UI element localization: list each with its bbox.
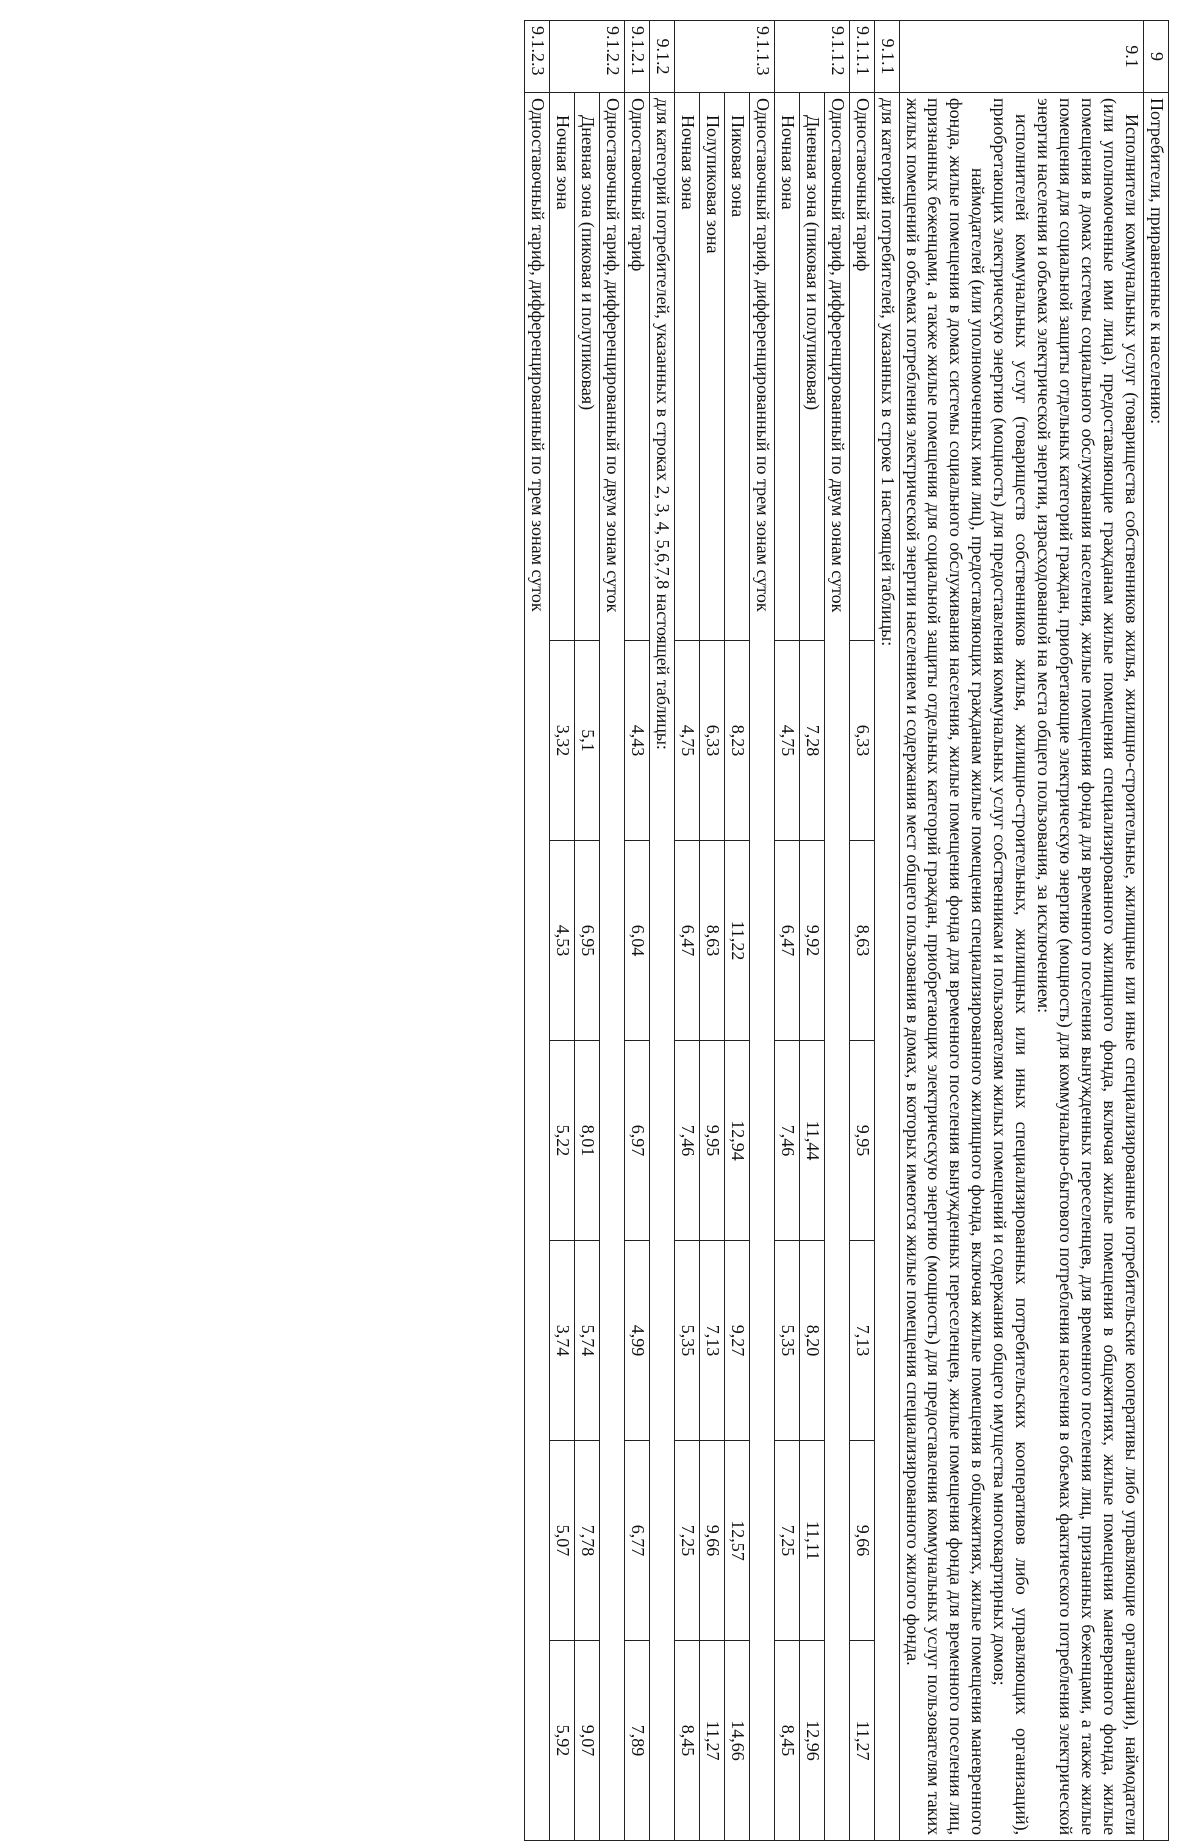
value-cell: 9,66	[699, 1441, 724, 1641]
row-label: Полупиковая зона	[699, 93, 724, 641]
row-code-empty	[575, 21, 600, 93]
group-row	[874, 21, 899, 1841]
tariff-row	[550, 21, 575, 1841]
value-cell: 9,27	[724, 1241, 749, 1441]
tariff-row	[699, 21, 724, 1841]
value-cell: 7,89	[625, 1641, 650, 1841]
value-cell: 3,74	[550, 1241, 575, 1441]
tariff-row	[724, 21, 749, 1841]
value-cell: 5,35	[774, 1241, 799, 1441]
row-label: Пиковая зона	[724, 93, 749, 641]
value-cell: 11,22	[724, 841, 749, 1041]
value-cell: 9,07	[575, 1641, 600, 1841]
value-cell: 6,47	[674, 841, 699, 1041]
row-code-empty	[724, 21, 749, 93]
tariff-subgroup-row	[525, 21, 550, 1841]
value-cell: 12,57	[724, 1441, 749, 1641]
row-label: Одноставочный тариф, дифференцированный по трем зонам суток	[525, 93, 550, 1841]
value-cell: 7,25	[774, 1441, 799, 1641]
section-row	[1144, 21, 1169, 1841]
value-cell: 7,78	[575, 1441, 600, 1641]
tariff-row	[575, 21, 600, 1841]
value-cell: 12,94	[724, 1041, 749, 1241]
value-cell: 6,47	[774, 841, 799, 1041]
value-cell: 8,23	[724, 641, 749, 841]
value-cell: 5,74	[575, 1241, 600, 1441]
tariff-subgroup-row	[600, 21, 625, 1841]
value-cell: 4,43	[625, 641, 650, 841]
paragraph: исполнителей коммунальных услуг (товариществ собственников жилья, жилищно-строительных, жилищных или иных специализированных потребительских кооперативов либо управляющих организаций), приобретающих электрическую энергию (мощность) для предоставления коммунальных услуг собственникам и пользователям жилых помещений и содержания общего имущества многоквартирных домов;	[990, 98, 1033, 1836]
section-title: Потребители, приравненные к населению:	[1144, 93, 1169, 1841]
tariff-row	[849, 21, 874, 1841]
value-cell: 6,77	[625, 1441, 650, 1641]
value-cell: 7,46	[774, 1041, 799, 1241]
row-code: 9	[1144, 21, 1169, 93]
value-cell: 9,95	[699, 1041, 724, 1241]
row-code: 9.1.1	[874, 21, 899, 93]
row-label: Одноставочный тариф, дифференцированный по двум зонам суток	[600, 93, 625, 1841]
value-cell: 7,46	[674, 1041, 699, 1241]
value-cell: 8,63	[699, 841, 724, 1041]
value-cell: 14,66	[724, 1641, 749, 1841]
value-cell: 7,28	[799, 641, 824, 841]
row-code-empty	[674, 21, 699, 93]
value-cell: 7,13	[699, 1241, 724, 1441]
value-cell: 8,01	[575, 1041, 600, 1241]
row-label: Одноставочный тариф, дифференцированный по трем зонам суток	[749, 93, 774, 1841]
tariff-table	[524, 20, 1169, 1841]
value-cell: 7,13	[849, 1241, 874, 1441]
value-cell: 8,20	[799, 1241, 824, 1441]
value-cell: 8,45	[674, 1641, 699, 1841]
row-label: Ночная зона	[550, 93, 575, 641]
value-cell: 6,04	[625, 841, 650, 1041]
rotated-sheet	[119, 20, 1169, 1836]
row-code: 9.1.2	[650, 21, 675, 93]
value-cell: 11,27	[849, 1641, 874, 1841]
value-cell: 5,1	[575, 641, 600, 841]
value-cell: 4,75	[674, 641, 699, 841]
row-code: 9.1.2.3	[525, 21, 550, 93]
description-row	[899, 21, 1143, 1841]
value-cell: 4,75	[774, 641, 799, 841]
row-code-empty	[699, 21, 724, 93]
value-cell: 11,11	[799, 1441, 824, 1641]
group-label: для категорий потребителей, указанных в строках 2, 3, 4, 5,6,7,8 настоящей таблицы:	[650, 93, 675, 1841]
row-label: Одноставочный тариф	[849, 93, 874, 641]
value-cell: 6,33	[849, 641, 874, 841]
value-cell: 5,22	[550, 1041, 575, 1241]
tariff-subgroup-row	[824, 21, 849, 1841]
value-cell: 11,27	[699, 1641, 724, 1841]
row-label: Дневная зона (пиковая и полупиковая)	[575, 93, 600, 641]
value-cell: 12,96	[799, 1641, 824, 1841]
paragraph: наймодателей (или уполномоченных ими лиц), предоставляющих гражданам жилые помещения специализированного жилищного фонда, включая жилые помещения в общежитиях, жилые помещения маневренного фонда, жилые помещения в домах системы социального обслуживания населения, жилые помещения фонда для временного поселения вынужденных переселенцев, жилые помещения фонда для временного поселения лиц, признанных беженцами, а также жилые помещения для социальной защиты отдельных категорий граждан, приобретающих электрическую энергию (мощность) для предоставления коммунальных услуг пользователям таких жилых помещений в объемах потребления электрической энергии населением и содержания мест общего пользования в домах, в которых имеются жилые помещения специализированного жилого фонда.	[902, 98, 989, 1836]
value-cell: 5,07	[550, 1441, 575, 1641]
value-cell: 6,97	[625, 1041, 650, 1241]
row-label: Одноставочный тариф, дифференцированный по двум зонам суток	[824, 93, 849, 1841]
row-code-empty	[799, 21, 824, 93]
value-cell: 5,35	[674, 1241, 699, 1441]
description-text	[899, 93, 1143, 1841]
row-code: 9.1.2.2	[600, 21, 625, 93]
value-cell: 8,63	[849, 841, 874, 1041]
value-cell: 6,95	[575, 841, 600, 1041]
tariff-row	[774, 21, 799, 1841]
row-code: 9.1.1.1	[849, 21, 874, 93]
value-cell: 9,66	[849, 1441, 874, 1641]
row-code: 9.1.1.2	[824, 21, 849, 93]
value-cell: 8,45	[774, 1641, 799, 1841]
row-label: Ночная зона	[774, 93, 799, 641]
value-cell: 9,95	[849, 1041, 874, 1241]
paragraph: Исполнители коммунальных услуг (товарищества собственников жилья, жилищно-строительные, жилищные или иные специализированные потребительские кооперативы либо управляющие организации), наймодатели (или уполномоченные ими лица), предоставляющие гражданам жилые помещения специализированного жилищного фонда, включая жилые помещения в общежитиях, жилые помещения маневренного фонда, жилые помещения в домах системы социального обслуживания населения, жилые помещения фонда для временного поселения вынужденных переселенцев, для временного поселения лиц, признанных беженцами, а также жилые помещения для социальной защиты отдельных категорий граждан, приобретающие электрическую энергию (мощность) для коммунально-бытового потребления населения в объемах фактического потребления электрической энергии населения и объемах электрической энергии, израсходованной на места общего пользования, за исключением:	[1034, 98, 1143, 1836]
value-cell: 4,99	[625, 1241, 650, 1441]
row-code-empty	[774, 21, 799, 93]
tariff-row	[674, 21, 699, 1841]
row-label: Дневная зона (пиковая и полупиковая)	[799, 93, 824, 641]
row-label: Ночная зона	[674, 93, 699, 641]
value-cell: 7,25	[674, 1441, 699, 1641]
value-cell: 4,53	[550, 841, 575, 1041]
tariff-subgroup-row	[749, 21, 774, 1841]
row-code: 9.1.2.1	[625, 21, 650, 93]
value-cell: 6,33	[699, 641, 724, 841]
row-label: Одноставочный тариф	[625, 93, 650, 641]
value-cell: 9,92	[799, 841, 824, 1041]
value-cell: 11,44	[799, 1041, 824, 1241]
group-label: для категорий потребителей, указанных в строке 1 настоящей таблицы:	[874, 93, 899, 1841]
tariff-row	[625, 21, 650, 1841]
tariff-row	[799, 21, 824, 1841]
value-cell: 5,92	[550, 1641, 575, 1841]
row-code: 9.1.1.3	[749, 21, 774, 93]
value-cell: 3,32	[550, 641, 575, 841]
row-code: 9.1	[899, 21, 1143, 93]
row-code-empty	[550, 21, 575, 93]
group-row	[650, 21, 675, 1841]
